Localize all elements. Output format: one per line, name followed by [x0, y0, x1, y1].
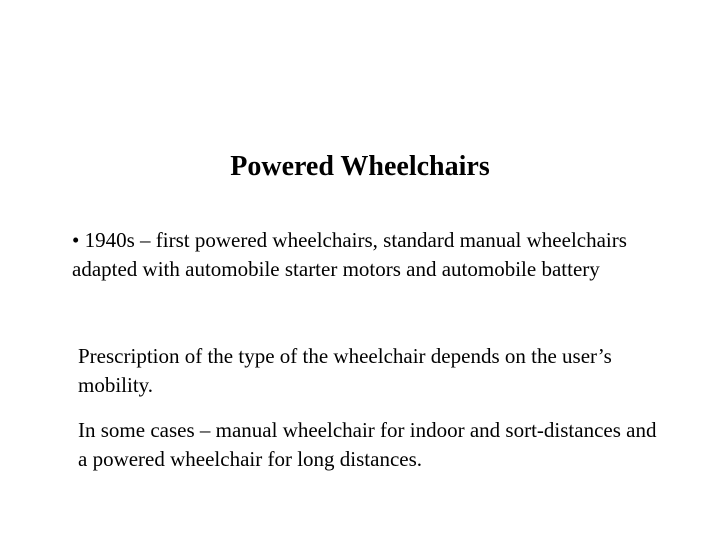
paragraph-cases: In some cases – manual wheelchair for indoor and sort-distances and a powered wheelchair for long distances.: [78, 418, 657, 471]
slide-title: Powered Wheelchairs: [230, 151, 490, 182]
bullet-point: • 1940s – first powered wheelchairs, standard manual wheelchairs adapted with automobile starter motors and automobile battery: [72, 228, 627, 281]
paragraph-prescription: Prescription of the type of the wheelchair depends on the user’s mobility.: [78, 344, 612, 397]
